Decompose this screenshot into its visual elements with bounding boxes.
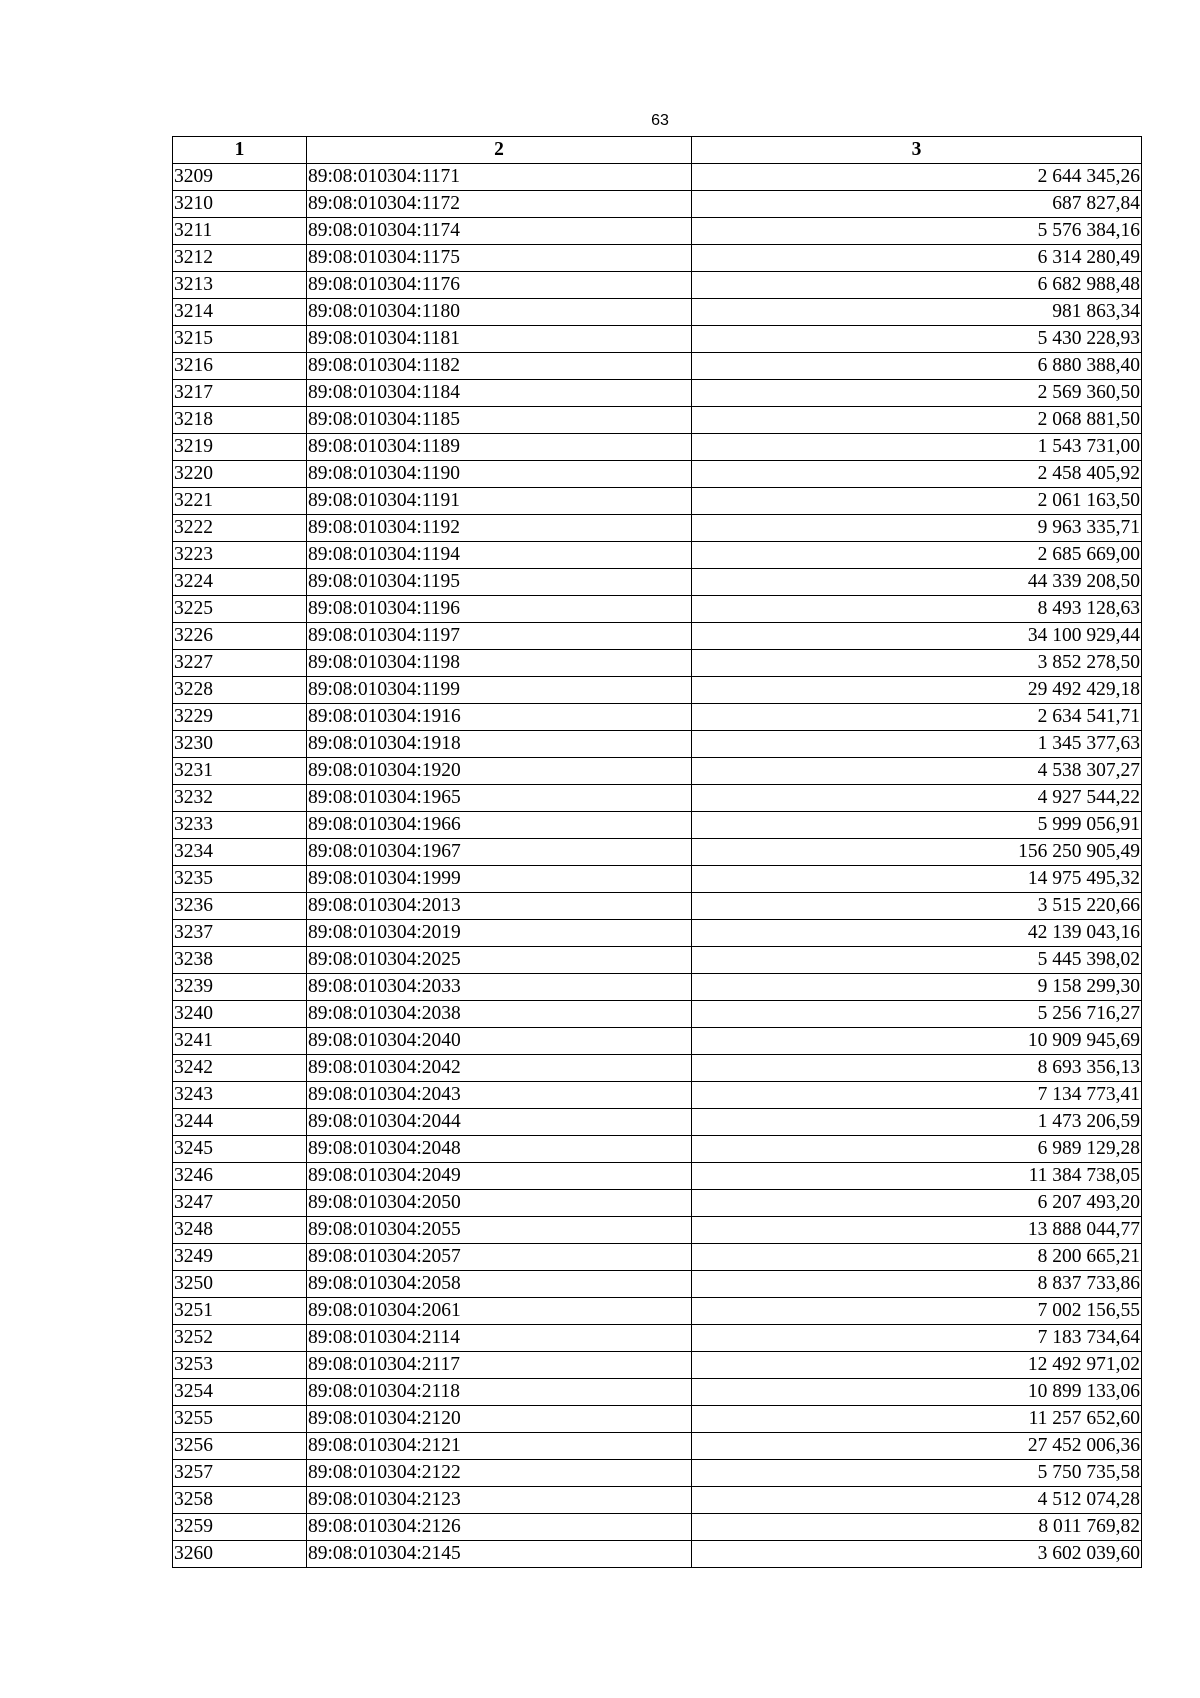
page-number: 63 [651, 112, 669, 129]
registry-table [172, 136, 1142, 1568]
table-row [173, 812, 1142, 839]
cadastral-number-cell: 89:08:010304:1189 [307, 434, 692, 461]
table-row [173, 299, 1142, 326]
table-row [173, 326, 1142, 353]
row-number-cell: 3248 [173, 1217, 307, 1244]
value-cell: 2 061 163,50 [692, 488, 1142, 515]
row-number-cell: 3254 [173, 1379, 307, 1406]
row-number-cell: 3234 [173, 839, 307, 866]
cadastral-number-cell: 89:08:010304:1185 [307, 407, 692, 434]
row-number-cell: 3213 [173, 272, 307, 299]
cadastral-number-cell: 89:08:010304:1192 [307, 515, 692, 542]
table-row [173, 1136, 1142, 1163]
value-cell: 4 538 307,27 [692, 758, 1142, 785]
row-number-cell: 3260 [173, 1541, 307, 1568]
row-number-cell: 3219 [173, 434, 307, 461]
cadastral-number-cell: 89:08:010304:2044 [307, 1109, 692, 1136]
cadastral-number-cell: 89:08:010304:2057 [307, 1244, 692, 1271]
row-number-cell: 3218 [173, 407, 307, 434]
cadastral-number-cell: 89:08:010304:1184 [307, 380, 692, 407]
row-number-cell: 3251 [173, 1298, 307, 1325]
row-number-cell: 3242 [173, 1055, 307, 1082]
row-number-cell: 3236 [173, 893, 307, 920]
table-row [173, 515, 1142, 542]
cadastral-number-cell: 89:08:010304:1999 [307, 866, 692, 893]
table-row [173, 893, 1142, 920]
table-row [173, 353, 1142, 380]
cadastral-number-cell: 89:08:010304:1199 [307, 677, 692, 704]
row-number-cell: 3259 [173, 1514, 307, 1541]
row-number-cell: 3220 [173, 461, 307, 488]
table-row [173, 1406, 1142, 1433]
row-number-cell: 3239 [173, 974, 307, 1001]
value-cell: 5 256 716,27 [692, 1001, 1142, 1028]
value-cell: 2 644 345,26 [692, 164, 1142, 191]
cadastral-number-cell: 89:08:010304:2048 [307, 1136, 692, 1163]
table-row [173, 677, 1142, 704]
row-number-cell: 3241 [173, 1028, 307, 1055]
cadastral-number-cell: 89:08:010304:2042 [307, 1055, 692, 1082]
cadastral-number-cell: 89:08:010304:2049 [307, 1163, 692, 1190]
table-row [173, 272, 1142, 299]
value-cell: 42 139 043,16 [692, 920, 1142, 947]
value-cell: 981 863,34 [692, 299, 1142, 326]
row-number-cell: 3238 [173, 947, 307, 974]
header-col-1: 1 [173, 137, 307, 164]
value-cell: 2 685 669,00 [692, 542, 1142, 569]
row-number-cell: 3229 [173, 704, 307, 731]
value-cell: 44 339 208,50 [692, 569, 1142, 596]
cadastral-number-cell: 89:08:010304:2123 [307, 1487, 692, 1514]
row-number-cell: 3226 [173, 623, 307, 650]
row-number-cell: 3224 [173, 569, 307, 596]
value-cell: 5 999 056,91 [692, 812, 1142, 839]
value-cell: 10 909 945,69 [692, 1028, 1142, 1055]
value-cell: 6 207 493,20 [692, 1190, 1142, 1217]
table-row [173, 623, 1142, 650]
row-number-cell: 3215 [173, 326, 307, 353]
value-cell: 14 975 495,32 [692, 866, 1142, 893]
value-cell: 6 682 988,48 [692, 272, 1142, 299]
cadastral-number-cell: 89:08:010304:1197 [307, 623, 692, 650]
cadastral-number-cell: 89:08:010304:1176 [307, 272, 692, 299]
value-cell: 5 576 384,16 [692, 218, 1142, 245]
row-number-cell: 3221 [173, 488, 307, 515]
cadastral-number-cell: 89:08:010304:1920 [307, 758, 692, 785]
value-cell: 27 452 006,36 [692, 1433, 1142, 1460]
cadastral-number-cell: 89:08:010304:2120 [307, 1406, 692, 1433]
value-cell: 5 445 398,02 [692, 947, 1142, 974]
row-number-cell: 3245 [173, 1136, 307, 1163]
row-number-cell: 3212 [173, 245, 307, 272]
table-row [173, 1163, 1142, 1190]
value-cell: 156 250 905,49 [692, 839, 1142, 866]
cadastral-number-cell: 89:08:010304:2058 [307, 1271, 692, 1298]
cadastral-number-cell: 89:08:010304:1195 [307, 569, 692, 596]
table-row [173, 1001, 1142, 1028]
cadastral-number-cell: 89:08:010304:1916 [307, 704, 692, 731]
table-row [173, 650, 1142, 677]
cadastral-number-cell: 89:08:010304:2038 [307, 1001, 692, 1028]
row-number-cell: 3227 [173, 650, 307, 677]
table-row [173, 1298, 1142, 1325]
header-col-2: 2 [307, 137, 692, 164]
cadastral-number-cell: 89:08:010304:1196 [307, 596, 692, 623]
table-row [173, 245, 1142, 272]
cadastral-number-cell: 89:08:010304:2019 [307, 920, 692, 947]
cadastral-number-cell: 89:08:010304:1966 [307, 812, 692, 839]
row-number-cell: 3211 [173, 218, 307, 245]
value-cell: 8 493 128,63 [692, 596, 1142, 623]
table-row [173, 1514, 1142, 1541]
table-row [173, 731, 1142, 758]
row-number-cell: 3257 [173, 1460, 307, 1487]
row-number-cell: 3243 [173, 1082, 307, 1109]
table-row [173, 596, 1142, 623]
row-number-cell: 3222 [173, 515, 307, 542]
row-number-cell: 3258 [173, 1487, 307, 1514]
value-cell: 1 473 206,59 [692, 1109, 1142, 1136]
table-row [173, 1352, 1142, 1379]
table-row [173, 758, 1142, 785]
table-row [173, 1244, 1142, 1271]
table-row [173, 1109, 1142, 1136]
cadastral-number-cell: 89:08:010304:1190 [307, 461, 692, 488]
row-number-cell: 3250 [173, 1271, 307, 1298]
header-col-3: 3 [692, 137, 1142, 164]
cadastral-number-cell: 89:08:010304:2122 [307, 1460, 692, 1487]
table-row [173, 1433, 1142, 1460]
value-cell: 1 543 731,00 [692, 434, 1142, 461]
table-row [173, 380, 1142, 407]
row-number-cell: 3240 [173, 1001, 307, 1028]
table-row [173, 1217, 1142, 1244]
cadastral-number-cell: 89:08:010304:1182 [307, 353, 692, 380]
value-cell: 2 458 405,92 [692, 461, 1142, 488]
table-row [173, 839, 1142, 866]
table-row [173, 218, 1142, 245]
value-cell: 4 927 544,22 [692, 785, 1142, 812]
cadastral-number-cell: 89:08:010304:1175 [307, 245, 692, 272]
table-row [173, 974, 1142, 1001]
table-row [173, 785, 1142, 812]
table-header [173, 137, 1142, 164]
cadastral-number-cell: 89:08:010304:2118 [307, 1379, 692, 1406]
table-row [173, 191, 1142, 218]
row-number-cell: 3255 [173, 1406, 307, 1433]
value-cell: 8 837 733,86 [692, 1271, 1142, 1298]
cadastral-number-cell: 89:08:010304:2145 [307, 1541, 692, 1568]
row-number-cell: 3209 [173, 164, 307, 191]
value-cell: 9 158 299,30 [692, 974, 1142, 1001]
table-row [173, 407, 1142, 434]
table-row [173, 947, 1142, 974]
cadastral-number-cell: 89:08:010304:2055 [307, 1217, 692, 1244]
value-cell: 4 512 074,28 [692, 1487, 1142, 1514]
value-cell: 8 693 356,13 [692, 1055, 1142, 1082]
table-row [173, 920, 1142, 947]
cadastral-number-cell: 89:08:010304:1174 [307, 218, 692, 245]
cadastral-number-cell: 89:08:010304:2050 [307, 1190, 692, 1217]
table-row [173, 1379, 1142, 1406]
value-cell: 7 134 773,41 [692, 1082, 1142, 1109]
value-cell: 12 492 971,02 [692, 1352, 1142, 1379]
row-number-cell: 3228 [173, 677, 307, 704]
value-cell: 11 384 738,05 [692, 1163, 1142, 1190]
value-cell: 13 888 044,77 [692, 1217, 1142, 1244]
value-cell: 34 100 929,44 [692, 623, 1142, 650]
row-number-cell: 3223 [173, 542, 307, 569]
value-cell: 2 068 881,50 [692, 407, 1142, 434]
cadastral-number-cell: 89:08:010304:2013 [307, 893, 692, 920]
value-cell: 3 515 220,66 [692, 893, 1142, 920]
row-number-cell: 3252 [173, 1325, 307, 1352]
value-cell: 8 200 665,21 [692, 1244, 1142, 1271]
table-row [173, 569, 1142, 596]
cadastral-number-cell: 89:08:010304:2126 [307, 1514, 692, 1541]
row-number-cell: 3216 [173, 353, 307, 380]
value-cell: 3 852 278,50 [692, 650, 1142, 677]
table-row [173, 1028, 1142, 1055]
cadastral-number-cell: 89:08:010304:1171 [307, 164, 692, 191]
table-row [173, 1055, 1142, 1082]
row-number-cell: 3256 [173, 1433, 307, 1460]
value-cell: 6 880 388,40 [692, 353, 1142, 380]
row-number-cell: 3225 [173, 596, 307, 623]
cadastral-number-cell: 89:08:010304:2121 [307, 1433, 692, 1460]
table-row [173, 164, 1142, 191]
table-row [173, 434, 1142, 461]
cadastral-number-cell: 89:08:010304:2061 [307, 1298, 692, 1325]
row-number-cell: 3235 [173, 866, 307, 893]
cadastral-number-cell: 89:08:010304:1918 [307, 731, 692, 758]
table-row [173, 1190, 1142, 1217]
row-number-cell: 3246 [173, 1163, 307, 1190]
table-row [173, 1082, 1142, 1109]
row-number-cell: 3230 [173, 731, 307, 758]
row-number-cell: 3253 [173, 1352, 307, 1379]
value-cell: 687 827,84 [692, 191, 1142, 218]
cadastral-number-cell: 89:08:010304:1191 [307, 488, 692, 515]
value-cell: 10 899 133,06 [692, 1379, 1142, 1406]
table-row [173, 1271, 1142, 1298]
value-cell: 5 430 228,93 [692, 326, 1142, 353]
value-cell: 7 002 156,55 [692, 1298, 1142, 1325]
value-cell: 8 011 769,82 [692, 1514, 1142, 1541]
table-row [173, 866, 1142, 893]
value-cell: 6 989 129,28 [692, 1136, 1142, 1163]
value-cell: 7 183 734,64 [692, 1325, 1142, 1352]
cadastral-number-cell: 89:08:010304:1181 [307, 326, 692, 353]
table-row [173, 1460, 1142, 1487]
cadastral-number-cell: 89:08:010304:2117 [307, 1352, 692, 1379]
value-cell: 11 257 652,60 [692, 1406, 1142, 1433]
row-number-cell: 3232 [173, 785, 307, 812]
cadastral-number-cell: 89:08:010304:1967 [307, 839, 692, 866]
row-number-cell: 3210 [173, 191, 307, 218]
value-cell: 2 569 360,50 [692, 380, 1142, 407]
table-row [173, 542, 1142, 569]
cadastral-number-cell: 89:08:010304:1198 [307, 650, 692, 677]
value-cell: 5 750 735,58 [692, 1460, 1142, 1487]
row-number-cell: 3244 [173, 1109, 307, 1136]
cadastral-number-cell: 89:08:010304:2033 [307, 974, 692, 1001]
row-number-cell: 3231 [173, 758, 307, 785]
table-row [173, 1325, 1142, 1352]
row-number-cell: 3233 [173, 812, 307, 839]
cadastral-number-cell: 89:08:010304:1172 [307, 191, 692, 218]
header-row [173, 137, 1142, 164]
cadastral-number-cell: 89:08:010304:2040 [307, 1028, 692, 1055]
cadastral-number-cell: 89:08:010304:2114 [307, 1325, 692, 1352]
row-number-cell: 3237 [173, 920, 307, 947]
table-body [173, 164, 1142, 1568]
cadastral-number-cell: 89:08:010304:2025 [307, 947, 692, 974]
cadastral-number-cell: 89:08:010304:1194 [307, 542, 692, 569]
table-row [173, 1541, 1142, 1568]
value-cell: 2 634 541,71 [692, 704, 1142, 731]
cadastral-number-cell: 89:08:010304:2043 [307, 1082, 692, 1109]
table-row [173, 488, 1142, 515]
value-cell: 3 602 039,60 [692, 1541, 1142, 1568]
table-row [173, 461, 1142, 488]
value-cell: 1 345 377,63 [692, 731, 1142, 758]
cadastral-number-cell: 89:08:010304:1965 [307, 785, 692, 812]
row-number-cell: 3247 [173, 1190, 307, 1217]
row-number-cell: 3217 [173, 380, 307, 407]
cadastral-number-cell: 89:08:010304:1180 [307, 299, 692, 326]
value-cell: 6 314 280,49 [692, 245, 1142, 272]
value-cell: 29 492 429,18 [692, 677, 1142, 704]
table-row [173, 704, 1142, 731]
table-row [173, 1487, 1142, 1514]
value-cell: 9 963 335,71 [692, 515, 1142, 542]
row-number-cell: 3214 [173, 299, 307, 326]
row-number-cell: 3249 [173, 1244, 307, 1271]
